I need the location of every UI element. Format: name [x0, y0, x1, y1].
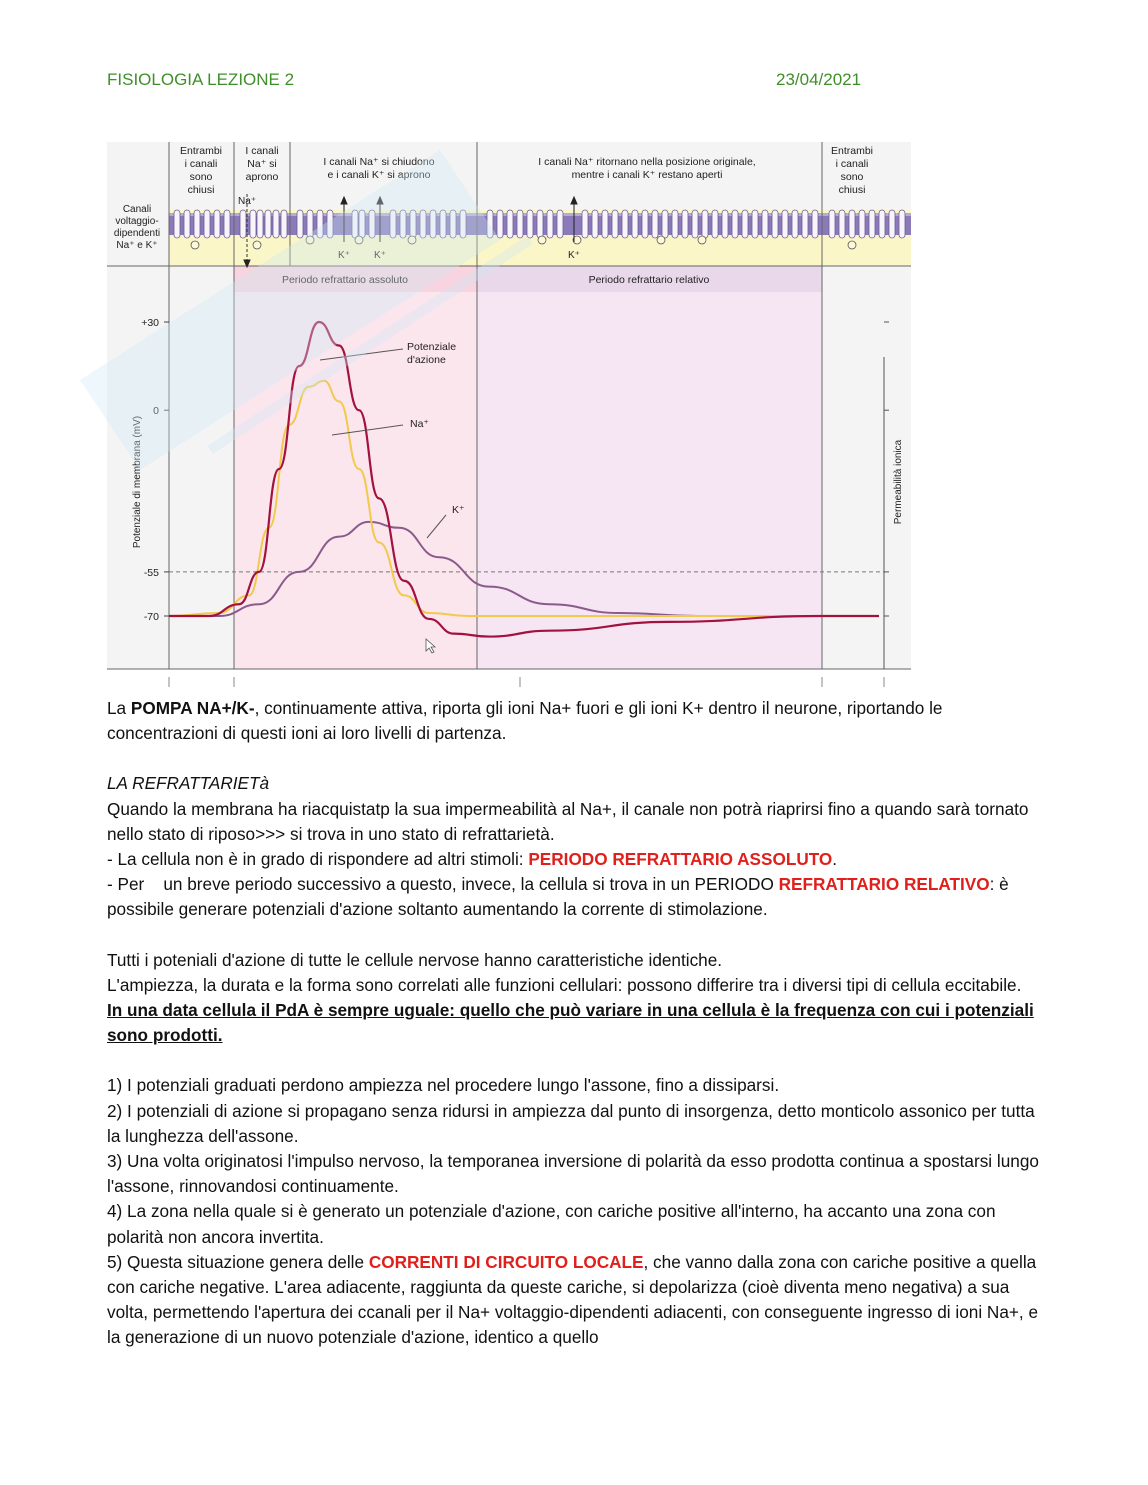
channel-subunit — [537, 210, 543, 238]
channel-gate — [355, 236, 363, 244]
channel-subunit — [692, 210, 698, 238]
pompa-paragraph: La POMPA NA+/K-, continuamente attiva, riporta gli ioni Na+ fuori e gli ioni K+ dentro il neurone, riportando le concentrazioni di questi ioni ai loro livelli di partenza. — [107, 698, 943, 744]
action-potential-figure — [107, 142, 911, 687]
list-item-3: 3) Una volta originatosi l'impulso nervoso, la temporanea inversione di polarità da esso prodotta continua a spostarsi lungo l'assone, rinnovandosi continuamente. — [107, 1151, 1039, 1197]
channel-subunit — [732, 210, 738, 238]
channel-subunit — [557, 210, 563, 238]
channel-gate — [408, 236, 416, 244]
channel-subunit — [527, 210, 533, 238]
channel-subunit — [812, 210, 818, 238]
channel-subunit — [772, 210, 778, 238]
period-absolute-label: Periodo refrattario assoluto — [281, 274, 409, 286]
list-item-4: 4) La zona nella quale si è generato un potenziale d'azione, con cariche positive all'interno, ha accanto una zona con polarità non ancora invertita. — [107, 1201, 996, 1247]
channel-subunit — [265, 210, 271, 238]
channel-subunit — [652, 210, 658, 238]
document-title: FISIOLOGIA LEZIONE 2 — [107, 70, 295, 89]
y-tick-label: +30 — [141, 317, 159, 329]
channel-subunit — [273, 210, 279, 238]
channel-subunit — [257, 210, 263, 238]
channel-subunit — [642, 210, 648, 238]
channel-subunit — [194, 210, 200, 238]
channel-subunit — [712, 210, 718, 238]
curve-label-k: K⁺ — [452, 504, 465, 516]
channel-subunit — [174, 210, 180, 238]
channel-subunit — [592, 210, 598, 238]
label-both-closed-2: Entrambi i canali sono chiusi — [830, 145, 874, 196]
channel-subunit — [307, 210, 313, 238]
channel-subunit — [547, 210, 553, 238]
label-na-return: I canali Na⁺ ritornano nella posizione originale, mentre i canali K⁺ restano aperti — [538, 156, 756, 181]
channel-subunit — [281, 210, 287, 238]
channel-subunit — [359, 210, 365, 238]
refractoriness-paragraph: Quando la membrana ha riacquistatp la sua impermeabilità al Na+, il canale non potrà riaprirsi fino a quando sarà tornato nello stato di riposo>>> si trova in uno stato di refrattarietà. — [107, 798, 1029, 844]
channel-subunit — [662, 210, 668, 238]
channel-subunit — [839, 210, 845, 238]
channel-gate — [253, 241, 261, 249]
channel-subunit — [497, 210, 503, 238]
channel-subunit — [802, 210, 808, 238]
channel-subunit — [752, 210, 758, 238]
channel-subunit — [507, 210, 513, 238]
relative-refractory-zone — [477, 265, 822, 669]
channel-subunit — [352, 210, 358, 238]
channel-gate — [848, 241, 856, 249]
channel-subunit — [430, 210, 436, 238]
channel-subunit — [869, 210, 875, 238]
channel-subunit — [327, 210, 333, 238]
channel-subunit — [410, 210, 416, 238]
ion-k-label-2: K⁺ — [374, 250, 386, 261]
channel-gate — [657, 236, 665, 244]
channel-subunit — [602, 210, 608, 238]
y-tick-label: 0 — [153, 405, 159, 418]
channel-subunit — [440, 210, 446, 238]
channel-subunit — [742, 210, 748, 238]
channel-gate — [538, 236, 546, 244]
identical-characteristics-paragraph: Tutti i poteniali d'azione di tutte le cellule nervose hanno caratteristiche identiche. — [107, 949, 723, 970]
channel-subunit — [899, 210, 905, 238]
channel-subunit — [487, 210, 493, 238]
channel-subunit — [250, 210, 256, 238]
y-axis-left-label: Potenziale di membrana (mV) — [132, 415, 143, 549]
channel-subunit — [390, 210, 396, 238]
channel-subunit — [214, 210, 220, 238]
channel-subunit — [184, 210, 190, 238]
ion-k-label-3: K⁺ — [568, 250, 580, 261]
amplitude-paragraph: L'ampiezza, la durata e la forma sono correlati alle funzioni cellulari: possono differire tra i diversi tipi di cellula eccitabile. — [107, 974, 1022, 995]
list-item-2: 2) I potenziali di azione si propagano senza ridursi in ampiezza dal punto di insorgenza, detto monticolo assonico per tutta la lunghezza dell'assone. — [107, 1100, 1035, 1146]
ion-k-label-1: K⁺ — [338, 250, 350, 261]
refractoriness-heading: LA REFRATTARIETà — [107, 773, 270, 794]
channel-subunit — [369, 210, 375, 238]
relative-period-paragraph: - Per un breve periodo successivo a questo, invece, la cellula si trova in un PERIODO REFRATTARIO RELATIVO: è possibile generare potenziali d'azione soltanto aumentando la corrente di stimolazione. — [107, 874, 1014, 920]
ion-na-label: Na⁺ — [237, 196, 257, 207]
list-item-1: 1) I potenziali graduati perdono ampiezza nel procedere lungo l'assone, fino a dissiparsi. — [107, 1075, 780, 1096]
frequency-statement: In una data cellula il PdA è sempre uguale: quello che può variare in una cellula è la frequenza con cui i potenziali sono prodotti. — [107, 1000, 1034, 1046]
channel-subunit — [829, 210, 835, 238]
channel-subunit — [297, 210, 303, 238]
label-channels: Canali voltaggio-dipendenti Na⁺ e K⁺ — [113, 204, 161, 251]
channel-subunit — [879, 210, 885, 238]
channel-subunit — [460, 210, 466, 238]
channel-subunit — [632, 210, 638, 238]
channel-gate — [191, 241, 199, 249]
curve-label-na: Na⁺ — [410, 418, 429, 430]
channel-subunit — [317, 210, 323, 238]
document-date: 23/04/2021 — [776, 70, 862, 89]
channel-subunit — [517, 210, 523, 238]
y-tick-label: -55 — [143, 566, 159, 579]
channel-subunit — [762, 210, 768, 238]
absolute-period-paragraph: - La cellula non è in grado di rispondere ad altri stimoli: PERIODO REFRATTARIO ASSOLUTO. — [107, 849, 838, 870]
channel-subunit — [420, 210, 426, 238]
label-na-close-k-open: I canali Na⁺ si chiudono e i canali K⁺ si aprono — [323, 156, 435, 181]
channel-subunit — [782, 210, 788, 238]
label-na-open: I canali Na⁺ si aprono — [245, 145, 279, 183]
document-body — [107, 696, 1047, 1351]
channel-subunit — [849, 210, 855, 238]
channel-subunit — [682, 210, 688, 238]
label-both-closed-1: Entrambi i canali sono chiusi — [179, 145, 223, 196]
channel-subunit — [204, 210, 210, 238]
channel-subunit — [400, 210, 406, 238]
y-axis-right-label: Permeabilità ionica — [893, 439, 904, 525]
channel-subunit — [612, 210, 618, 238]
channel-gate — [698, 236, 706, 244]
channel-subunit — [792, 210, 798, 238]
channel-subunit — [722, 210, 728, 238]
period-relative-label: Periodo refrattario relativo — [588, 274, 710, 286]
channel-subunit — [582, 210, 588, 238]
y-tick-label: -70 — [143, 611, 159, 623]
channel-subunit — [240, 210, 246, 238]
channel-subunit — [889, 210, 895, 238]
channel-subunit — [622, 210, 628, 238]
channel-subunit — [672, 210, 678, 238]
channel-subunit — [702, 210, 708, 238]
list-item-5: 5) Questa situazione genera delle CORRENTI DI CIRCUITO LOCALE, che vanno dalla zona con cariche positive a quella con cariche negative. L'area adiacente, raggiunta da queste cariche, si depolarizza (cioè diventa meno negativa) a sua volta, permettendo l'apertura dei ccanali per il Na+ voltaggio-dipendenti adiacenti, con conseguente ingresso di ioni Na+, e la generazione di un nuovo potenziale d'azione, identico a quello — [107, 1251, 1039, 1348]
channel-subunit — [224, 210, 230, 238]
channel-subunit — [450, 210, 456, 238]
channel-gate — [306, 236, 314, 244]
curve-label-action-potential: Potenziale d'azione — [407, 341, 457, 366]
channel-subunit — [859, 210, 865, 238]
